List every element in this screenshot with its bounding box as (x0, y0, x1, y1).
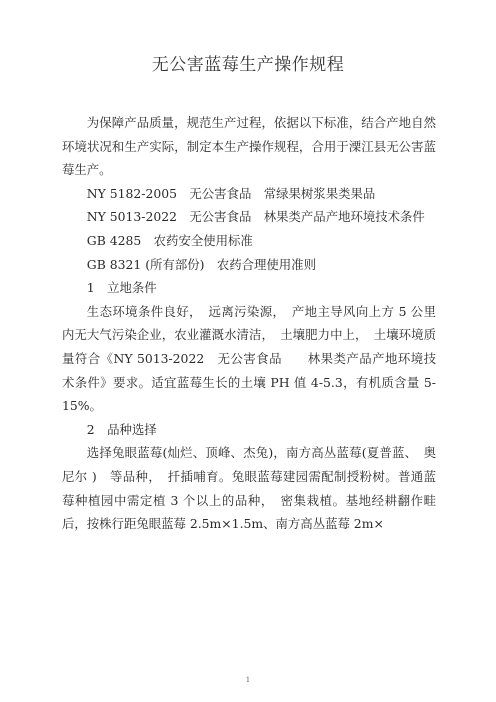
standard-ny5182: NY 5182-2005 无公害食品 常绿果树浆果类果品 (86, 185, 376, 201)
intro-paragraph: 为保障产品质量，规范生产过程，依据以下标准，结合产地自然环境状况和生产实际，制定本生产操作规程，合用于溧江县无公害蓝莓生产。 (62, 115, 436, 178)
variety-paragraph: 选择兔眼蓝莓(灿烂、顶峰、杰兔)，南方高丛蓝莓(夏普蓝、 奥尼尔 ) 等品种， 扦插哺育。兔眼蓝莓建园需配制授粉树。普通蓝莓种植园中需定植 3 个以上的品种， 密集栽植。基地经耕翻作畦后，按株行距兔眼蓝莓 2.5m×1.5m、南方高丛蓝莓 2m× (62, 445, 436, 532)
document-body (62, 111, 436, 536)
section-heading-variety: 2 品种选择 (86, 421, 157, 437)
document-title: 无公害蓝莓生产操作规程 (151, 55, 345, 75)
standard-gb4285: GB 4285 农药安全使用标准 (86, 232, 253, 248)
page-number: 1 (245, 676, 251, 684)
standard-ny5013: NY 5013-2022 无公害食品 林果类产品产地环境技术条件 (86, 209, 425, 225)
site-paragraph: 生态环境条件良好， 远离污染源， 产地主导风向上方 5 公里内无大气污染企业，农业灌溉水清洁， 土壤肥力中上， 土壤环境质量符合《NY 5013-2022 无公害食品 林果类产品产地环境技术条件》要求。适宜蓝莓生长的土壤 PH 值 4-5.3，有机质含量 5-15%。 (62, 303, 436, 414)
standard-gb8321: GB 8321 (所有部份) 农药合理使用准则 (86, 256, 316, 272)
section-heading-site: 1 立地条件 (86, 280, 157, 296)
